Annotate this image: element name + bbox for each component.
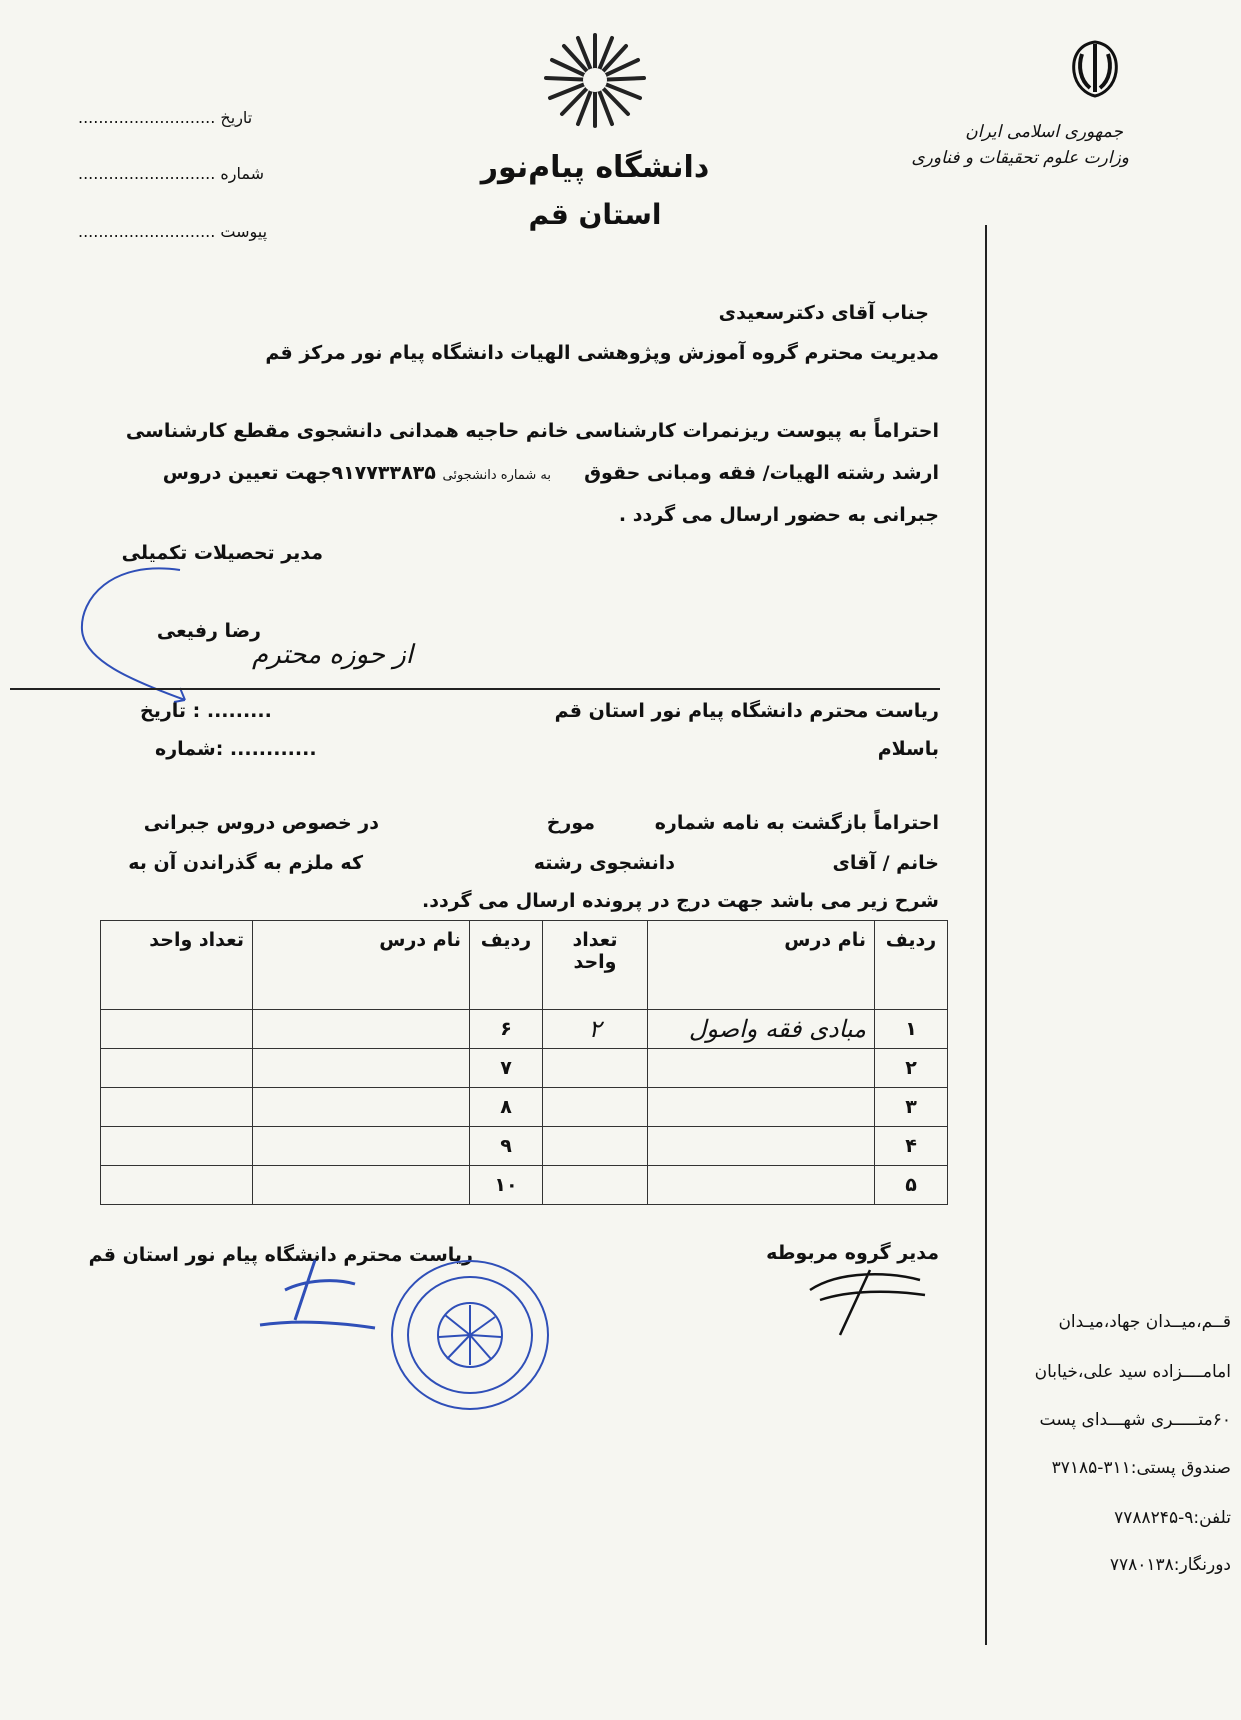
reply-date: تاریخ : ......... [140, 700, 272, 722]
gov-line-2: وزارت علوم تحقیقات و فناوری [911, 148, 1129, 168]
course-name [253, 1166, 470, 1205]
header-cell: ردیف [470, 921, 543, 1010]
row-number: ۱ [875, 1010, 948, 1049]
row-number: ۶ [470, 1010, 543, 1049]
header-cell: ردیف [875, 921, 948, 1010]
president-signature [255, 1250, 385, 1340]
course-units [543, 1088, 648, 1127]
iran-emblem-icon [1060, 34, 1130, 104]
row-number: ۳ [875, 1088, 948, 1127]
signer-title: مدیر تحصیلات تکمیلی [121, 542, 323, 564]
reply-greeting: باسلام [877, 738, 939, 760]
row-number: ۹ [470, 1127, 543, 1166]
reply-line-3: شرح زیر می باشد جهت درج در پرونده ارسال می گردد. [422, 890, 939, 912]
course-name [253, 1010, 470, 1049]
course-units [101, 1049, 253, 1088]
row-number: ۴ [875, 1127, 948, 1166]
table-row [101, 1127, 948, 1166]
reply-line-2-c: که ملزم به گذراندن آن به [128, 852, 363, 874]
course-units [101, 1010, 253, 1049]
attachment-field [78, 222, 267, 241]
course-name [648, 1049, 875, 1088]
addressee-title: مدیریت محترم گروه آموزش وپژوهشی الهیات دانشگاه پیام نور مرکز قم [265, 342, 939, 364]
row-number: ۲ [875, 1049, 948, 1088]
header-cell: تعداد واحد [543, 921, 648, 1010]
body-line-2-a: ارشد رشته الهیات/ فقه ومبانی حقوق [584, 462, 939, 484]
student-number-label: به شماره دانشجوئی [442, 468, 551, 483]
date-field [78, 108, 252, 127]
address-line-3: ۶۰متـــــری شهـــدای پست [1039, 1410, 1231, 1430]
course-units [101, 1088, 253, 1127]
date-label: تاریخ [220, 108, 253, 127]
course-name [648, 1127, 875, 1166]
president-title: ریاست محترم دانشگاه پیام نور استان قم [88, 1244, 473, 1266]
fax: دورنگار:۷۷۸۰۱۳۸ [1109, 1555, 1231, 1575]
course-name [253, 1088, 470, 1127]
gov-line-1: جمهوری اسلامی ایران [965, 122, 1123, 142]
course-units [543, 1049, 648, 1088]
payame-noor-logo-icon [540, 30, 650, 130]
attachment-label: پیوست [220, 222, 268, 241]
table-row [101, 1049, 948, 1088]
reply-number: شماره: ............ [155, 738, 317, 760]
number-label: شماره [220, 164, 265, 183]
body-line-1: احتراماً به پیوست ریزنمرات کارشناسی خانم حاجیه همدانی دانشجوی مقطع کارشناسی [125, 420, 939, 442]
manager-signature [800, 1260, 940, 1340]
body-line-2-b: ۹۱۷۷۳۳۸۳۵جهت تعیین دروس [162, 462, 436, 484]
reply-line-1-c: در خصوص دروس جبرانی [143, 812, 379, 834]
table-row [101, 1166, 948, 1205]
reply-to: ریاست محترم دانشگاه پیام نور استان قم [554, 700, 939, 722]
group-manager: مدیر گروه مربوطه [766, 1242, 939, 1264]
course-units: ۲ [543, 1010, 648, 1049]
signer-name: رضا رفیعی [156, 620, 261, 642]
course-name [253, 1127, 470, 1166]
reply-line-1-a: احتراماً بازگشت به نامه شماره [654, 812, 939, 834]
body-line-2 [163, 462, 939, 484]
number-field [78, 164, 264, 183]
course-name [648, 1088, 875, 1127]
addressee: جناب آقای دکترسعیدی [718, 302, 929, 324]
row-number: ۱۰ [470, 1166, 543, 1205]
handwritten-note: از حوزه محترم [252, 640, 413, 670]
university-name: دانشگاه پیام‌نور [480, 150, 710, 185]
header-cell: نام درس [648, 921, 875, 1010]
course-units [543, 1166, 648, 1205]
header-cell: نام درس [253, 921, 470, 1010]
reply-line-2-a: خانم / آقای [832, 852, 939, 874]
university-stamp-icon [385, 1255, 555, 1415]
address-line-2: امامــــزاده سید علی،خیابان [1034, 1362, 1231, 1382]
row-number: ۸ [470, 1088, 543, 1127]
body-line-3: جبرانی به حضور ارسال می گردد . [618, 504, 939, 526]
blue-signature-curve [70, 540, 270, 710]
course-units [101, 1127, 253, 1166]
province-name: استان قم [528, 198, 662, 231]
row-number: ۵ [875, 1166, 948, 1205]
attachment-dots: ........................... [78, 222, 216, 241]
reply-line-1-b: مورخ [546, 812, 595, 834]
number-dots: ........................... [78, 164, 216, 183]
header-cell: تعداد واحد [101, 921, 253, 1010]
table-row [101, 1088, 948, 1127]
address-line-1: قــم،میــدان جهاد،میـدان [1058, 1312, 1231, 1332]
vertical-divider [985, 225, 987, 1645]
course-units [101, 1166, 253, 1205]
table-row [101, 1010, 948, 1049]
course-table [100, 920, 948, 1205]
reply-line-2-b: دانشجوی رشته [533, 852, 675, 874]
course-name [648, 1166, 875, 1205]
course-name: مبادی فقه واصول [648, 1010, 875, 1049]
table-header-row [101, 921, 948, 1010]
section-divider [10, 688, 940, 690]
course-name [253, 1049, 470, 1088]
address-line-4: صندوق پستی:۳۱۱-۳۷۱۸۵ [1051, 1458, 1231, 1478]
course-units [543, 1127, 648, 1166]
phone: تلفن:۹-۷۷۸۸۲۴۵ [1114, 1508, 1231, 1528]
date-dots: ........................... [78, 108, 216, 127]
row-number: ۷ [470, 1049, 543, 1088]
